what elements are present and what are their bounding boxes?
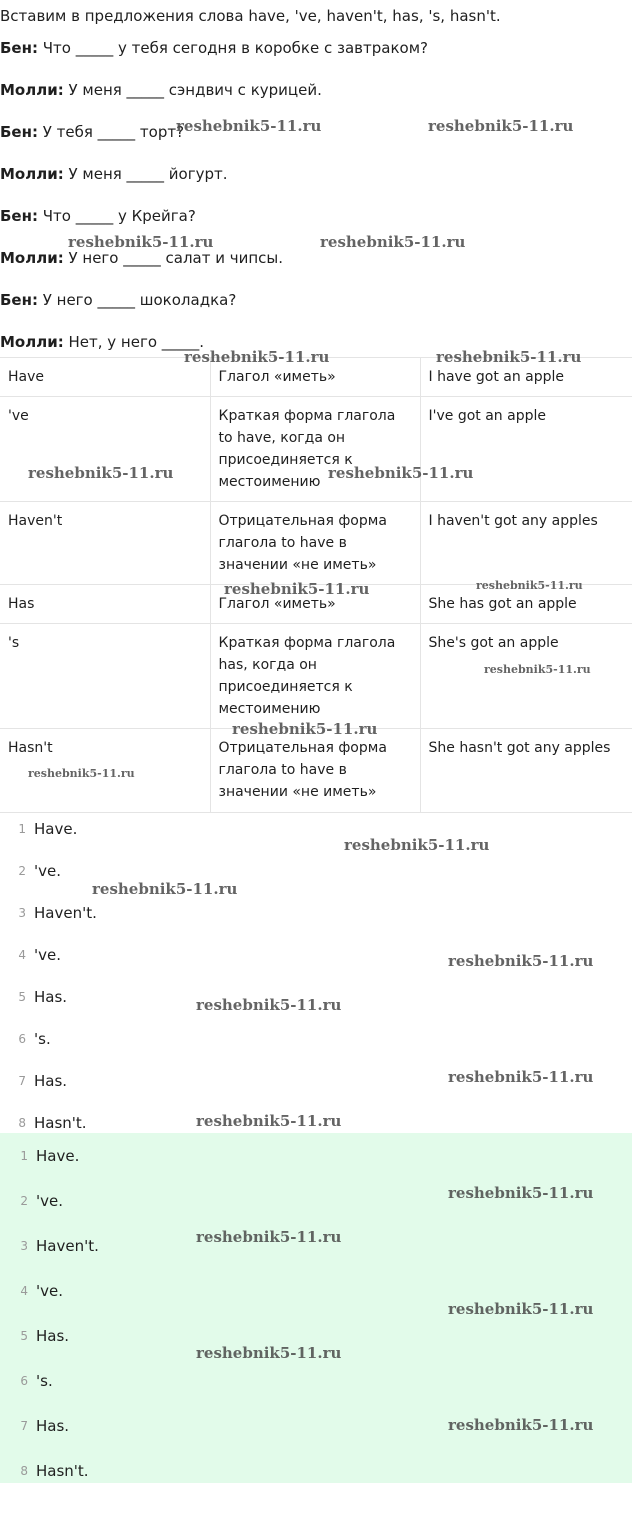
dialog-line bbox=[0, 164, 632, 184]
item-number: 8 bbox=[20, 1463, 28, 1478]
watermark: reshebnik5-11.ru bbox=[224, 580, 370, 598]
table-cell-example: I've got an apple bbox=[420, 397, 632, 502]
table-cell-meaning: Глагол «иметь» bbox=[210, 585, 420, 624]
item-text: 's. bbox=[34, 1030, 51, 1048]
watermark: reshebnik5-11.ru bbox=[436, 348, 582, 366]
list-item bbox=[0, 1018, 632, 1060]
dialog-line bbox=[0, 332, 632, 352]
list-item bbox=[0, 808, 632, 850]
watermark: reshebnik5-11.ru bbox=[484, 663, 591, 676]
speaker-name: Молли: bbox=[0, 333, 64, 351]
table-row bbox=[0, 624, 632, 729]
watermark: reshebnik5-11.ru bbox=[328, 464, 474, 482]
item-text: 've. bbox=[36, 1281, 63, 1300]
list-item bbox=[0, 934, 632, 976]
dialog-line bbox=[0, 80, 632, 100]
item-text: 've. bbox=[34, 946, 61, 964]
table-cell-word: 's bbox=[0, 624, 210, 729]
item-number: 6 bbox=[20, 1373, 28, 1388]
item-number: 8 bbox=[18, 1116, 26, 1130]
speaker-name: Бен: bbox=[0, 123, 38, 141]
intro-text: Вставим в предложения слова have, 've, haven't, has, 's, hasn't. bbox=[0, 7, 501, 25]
speaker-name: Бен: bbox=[0, 39, 38, 57]
dialog-text: Что _____ у тебя сегодня в коробке с завтраком? bbox=[37, 39, 428, 57]
watermark: reshebnik5-11.ru bbox=[196, 1344, 342, 1362]
list-item bbox=[0, 1060, 632, 1102]
dialog-line bbox=[0, 38, 632, 58]
table-cell-word: Has bbox=[0, 585, 210, 624]
dialog-text: Что _____ у Крейга? bbox=[37, 207, 196, 225]
watermark: reshebnik5-11.ru bbox=[448, 1416, 594, 1434]
list-item bbox=[0, 1133, 632, 1178]
item-number: 2 bbox=[20, 1193, 28, 1208]
item-text: Has. bbox=[34, 988, 68, 1006]
list-item bbox=[0, 1403, 632, 1448]
dialog-text: У меня _____ йогурт. bbox=[63, 165, 228, 183]
item-text: 've. bbox=[36, 1191, 63, 1210]
watermark: reshebnik5-11.ru bbox=[476, 579, 583, 592]
list-item bbox=[0, 892, 632, 934]
answers-list bbox=[0, 808, 632, 1144]
item-number: 7 bbox=[20, 1418, 28, 1433]
list-item bbox=[0, 1178, 632, 1223]
dialog-line bbox=[0, 290, 632, 310]
watermark: reshebnik5-11.ru bbox=[448, 1300, 594, 1318]
watermark: reshebnik5-11.ru bbox=[28, 464, 174, 482]
speaker-name: Молли: bbox=[0, 81, 64, 99]
speaker-name: Молли: bbox=[0, 165, 64, 183]
speaker-name: Бен: bbox=[0, 207, 38, 225]
speaker-name: Бен: bbox=[0, 291, 38, 309]
table-row bbox=[0, 502, 632, 585]
speaker-name: Молли: bbox=[0, 249, 64, 267]
dialog-text: У него _____ шоколадка? bbox=[37, 291, 237, 309]
table-cell-word: 've bbox=[0, 397, 210, 502]
list-item bbox=[0, 1448, 632, 1493]
watermark: reshebnik5-11.ru bbox=[428, 117, 574, 135]
table-row bbox=[0, 585, 632, 624]
item-text: 've. bbox=[34, 862, 61, 880]
item-number: 5 bbox=[18, 990, 26, 1004]
item-text: Has. bbox=[36, 1416, 70, 1435]
table-cell-example: She's got an apple bbox=[420, 624, 632, 729]
item-text: Has. bbox=[34, 1072, 68, 1090]
table-cell-meaning: Краткая форма глагола to have, когда он присоединяется к местоимению bbox=[210, 397, 420, 502]
item-number: 1 bbox=[18, 822, 26, 836]
watermark: reshebnik5-11.ru bbox=[448, 1184, 594, 1202]
item-number: 3 bbox=[18, 906, 26, 920]
dialog-text: Нет, у него _____. bbox=[63, 333, 205, 351]
item-number: 2 bbox=[18, 864, 26, 878]
item-number: 4 bbox=[20, 1283, 28, 1298]
item-text: Have. bbox=[34, 820, 78, 838]
watermark: reshebnik5-11.ru bbox=[176, 117, 322, 135]
table-cell-meaning: Отрицательная форма глагола to have в значении «не иметь» bbox=[210, 502, 420, 585]
item-text: Haven't. bbox=[36, 1236, 99, 1255]
dialog-line bbox=[0, 248, 632, 268]
table-cell-meaning: Глагол «иметь» bbox=[210, 358, 420, 397]
list-item bbox=[0, 1223, 632, 1268]
item-text: Have. bbox=[36, 1146, 80, 1165]
item-number: 3 bbox=[20, 1238, 28, 1253]
table-cell-example: She has got an apple bbox=[420, 585, 632, 624]
table-row bbox=[0, 358, 632, 397]
item-text: 's. bbox=[36, 1371, 53, 1390]
list-item bbox=[0, 1313, 632, 1358]
table-row bbox=[0, 397, 632, 502]
list-item bbox=[0, 1268, 632, 1313]
item-text: Hasn't. bbox=[36, 1461, 89, 1480]
watermark: reshebnik5-11.ru bbox=[448, 1068, 594, 1086]
watermark: reshebnik5-11.ru bbox=[448, 952, 594, 970]
watermark: reshebnik5-11.ru bbox=[92, 880, 238, 898]
list-item bbox=[0, 1358, 632, 1403]
watermark: reshebnik5-11.ru bbox=[232, 720, 378, 738]
watermark: reshebnik5-11.ru bbox=[196, 1228, 342, 1246]
item-number: 1 bbox=[20, 1148, 28, 1163]
watermark: reshebnik5-11.ru bbox=[196, 1112, 342, 1130]
dialog-text: У тебя _____ торт? bbox=[37, 123, 185, 141]
list-item bbox=[0, 976, 632, 1018]
table-cell-word: Haven't bbox=[0, 502, 210, 585]
table-cell-meaning: Отрицательная форма глагола to have в значении «не иметь» bbox=[210, 729, 420, 813]
item-number: 6 bbox=[18, 1032, 26, 1046]
table-cell-meaning: Краткая форма глагола has, когда он присоединяется к местоимению bbox=[210, 624, 420, 729]
dialog bbox=[0, 38, 632, 374]
dialog-line bbox=[0, 206, 632, 226]
dialog-text: У меня _____ сэндвич с курицей. bbox=[63, 81, 322, 99]
item-number: 5 bbox=[20, 1328, 28, 1343]
table-cell-example: She hasn't got any apples bbox=[420, 729, 632, 813]
item-number: 4 bbox=[18, 948, 26, 962]
item-text: Has. bbox=[36, 1326, 70, 1345]
dialog-text: У него _____ салат и чипсы. bbox=[63, 249, 284, 267]
dialog-line bbox=[0, 122, 632, 142]
watermark: reshebnik5-11.ru bbox=[184, 348, 330, 366]
watermark: reshebnik5-11.ru bbox=[28, 767, 135, 780]
watermark: reshebnik5-11.ru bbox=[344, 836, 490, 854]
table-row bbox=[0, 729, 632, 813]
watermark: reshebnik5-11.ru bbox=[320, 233, 466, 251]
grammar-table bbox=[0, 357, 632, 813]
item-number: 7 bbox=[18, 1074, 26, 1088]
answers-list-highlighted bbox=[0, 1133, 632, 1483]
item-text: Haven't. bbox=[34, 904, 97, 922]
watermark: reshebnik5-11.ru bbox=[196, 996, 342, 1014]
table-cell-example: I have got an apple bbox=[420, 358, 632, 397]
item-text: Hasn't. bbox=[34, 1114, 87, 1132]
watermark: reshebnik5-11.ru bbox=[68, 233, 214, 251]
table-cell-example: I haven't got any apples bbox=[420, 502, 632, 585]
table-cell-word: Hasn't bbox=[0, 729, 210, 813]
list-item bbox=[0, 850, 632, 892]
table-cell-word: Have bbox=[0, 358, 210, 397]
